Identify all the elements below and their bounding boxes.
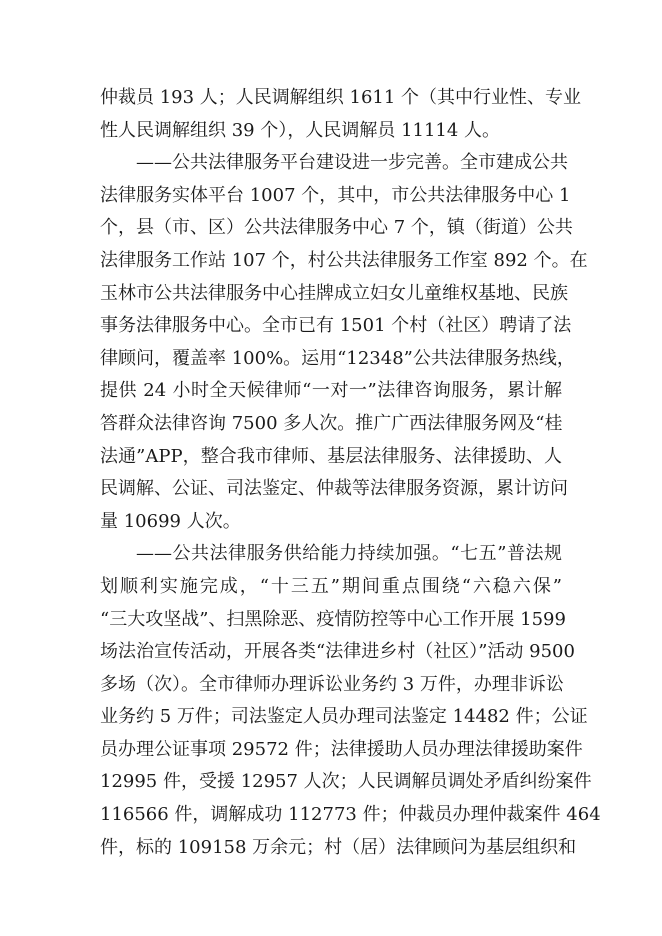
text-line: 事务法律服务中心。全市已有 1501 个村（社区）聘请了法 bbox=[100, 315, 572, 337]
text-line: 法通”APP，整合我市律师、基层法律服务、法律援助、人 bbox=[100, 445, 562, 467]
text-line: 多场（次）。全市律师办理诉讼业务约 3 万件，办理非诉讼 bbox=[100, 673, 564, 695]
text-line: 性人民调解组织 39 个），人民调解员 11114 人。 bbox=[100, 119, 501, 141]
text-line: 律顾问，覆盖率 100%。运用“12348”公共法律服务热线， bbox=[100, 347, 575, 369]
text-line: 法律服务实体平台 1007 个，其中，市公共法律服务中心 1 bbox=[100, 184, 571, 206]
text-line: 12995 件，受援 12957 人次；人民调解员调处矛盾纠纷案件 bbox=[100, 771, 592, 793]
text-line: ——公共法律服务平台建设进一步完善。全市建成公共 bbox=[136, 152, 568, 174]
text-line: 仲裁员 193 人；人民调解组织 1611 个（其中行业性、专业 bbox=[100, 87, 582, 108]
text-line: 场法治宣传活动，开展各类“法律进乡村（社区）”活动 9500 bbox=[100, 641, 575, 663]
text-line: 业务约 5 万件；司法鉴定人员办理司法鉴定 14482 件；公证 bbox=[100, 706, 588, 728]
text-line: 提供 24 小时全天候律师“一对一”法律咨询服务，累计解 bbox=[100, 380, 562, 402]
text-line: 件，标的 109158 万余元；村（居）法律顾问为基层组织和 bbox=[100, 836, 577, 858]
text-line: 民调解、公证、司法鉴定、仲裁等法律服务资源，累计访问 bbox=[100, 478, 568, 500]
text-line: “三大攻坚战”、扫黑除恶、疫情防控等中心工作开展 1599 bbox=[100, 608, 566, 630]
text-line: 量 10699 人次。 bbox=[100, 510, 241, 532]
text-line: 玉林市公共法律服务中心挂牌成立妇女儿童维权基地、民族 bbox=[100, 282, 568, 304]
text-line: ——公共法律服务供给能力持续加强。“七五”普法规 bbox=[136, 543, 562, 565]
body-text bbox=[100, 82, 601, 864]
text-line: 划顺利实施完成，“十三五”期间重点围绕“六稳六保” bbox=[100, 575, 562, 597]
text-line: 116566 件，调解成功 112773 件；仲裁员办理仲裁案件 464 bbox=[100, 804, 601, 826]
text-line: 答群众法律咨询 7500 多人次。推广广西法律服务网及“桂 bbox=[100, 412, 563, 434]
text-line: 个，县（市、区）公共法律服务中心 7 个，镇（街道）公共 bbox=[100, 217, 573, 239]
text-line: 法律服务工作站 107 个，村公共法律服务工作室 892 个。在 bbox=[100, 249, 588, 271]
text-line: 员办理公证事项 29572 件；法律援助人员办理法律援助案件 bbox=[100, 738, 583, 760]
